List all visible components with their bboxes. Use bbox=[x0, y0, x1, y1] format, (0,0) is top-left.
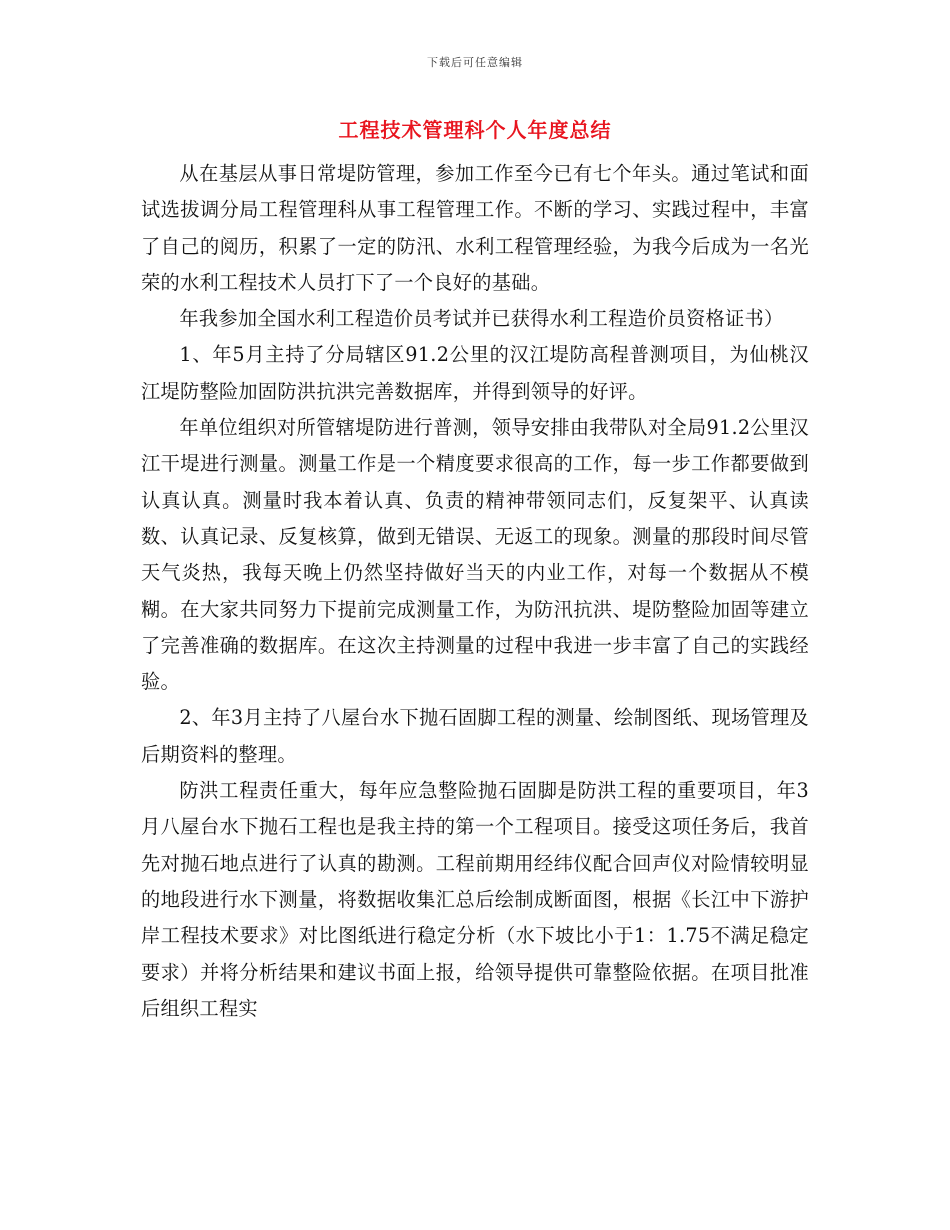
paragraph: 1、年5月主持了分局辖区91.2公里的汉江堤防高程普测项目，为仙桃汉江堤防整险加固防洪抗洪完善数据库，并得到领导的好评。 bbox=[141, 343, 809, 403]
paragraph: 防洪工程责任重大，每年应急整险抛石固脚是防洪工程的重要项目，年3月八屋台水下抛石工程也是我主持的第一个工程项目。接受这项任务后，我首先对抛石地点进行了认真的勘测。工程前期用经纬仪配合回声仪对险情较明显的地段进行水下测量，将数据收集汇总后绘制成断面图，根据《长江中下游护岸工程技术要求》对比图纸进行稳定分析（水下坡比小于1：1.75不满足稳定要求）并将分析结果和建议书面上报，给领导提供可靠整险依据。在项目批准后组织工程实 bbox=[141, 779, 809, 1020]
paragraph: 年单位组织对所管辖堤防进行普测，领导安排由我带队对全局91.2公里汉江干堤进行测量。测量工作是一个精度要求很高的工作，每一步工作都要做到认真认真。测量时我本着认真、负责的精神带领同志们，反复架平、认真读数、认真记录、反复核算，做到无错误、无返工的现象。测量的那段时间尽管天气炎热，我每天晚上仍然坚持做好当天的内业工作，对每一个数据从不模糊。在大家共同努力下提前完成测量工作，为防汛抗洪、堤防整险加固等建立了完善准确的数据库。在这次主持测量的过程中我进一步丰富了自己的实践经验。 bbox=[141, 416, 809, 694]
document-title: 工程技术管理科个人年度总结 bbox=[338, 118, 612, 142]
paragraph: 2、年3月主持了八屋台水下抛石固脚工程的测量、绘制图纸、现场管理及后期资料的整理。 bbox=[141, 706, 809, 766]
paragraph: 从在基层从事日常堤防管理，参加工作至今已有七个年头。通过笔试和面试选拔调分局工程管理科从事工程管理工作。不断的学习、实践过程中，丰富了自己的阅历，积累了一定的防汛、水利工程管理经验，为我今后成为一名光荣的水利工程技术人员打下了一个良好的基础。 bbox=[141, 162, 809, 294]
page-header-note: 下载后可任意编辑 bbox=[427, 56, 523, 69]
paragraph: 年我参加全国水利工程造价员考试并已获得水利工程造价员资格证书） bbox=[179, 307, 784, 331]
document-body bbox=[141, 156, 809, 1027]
